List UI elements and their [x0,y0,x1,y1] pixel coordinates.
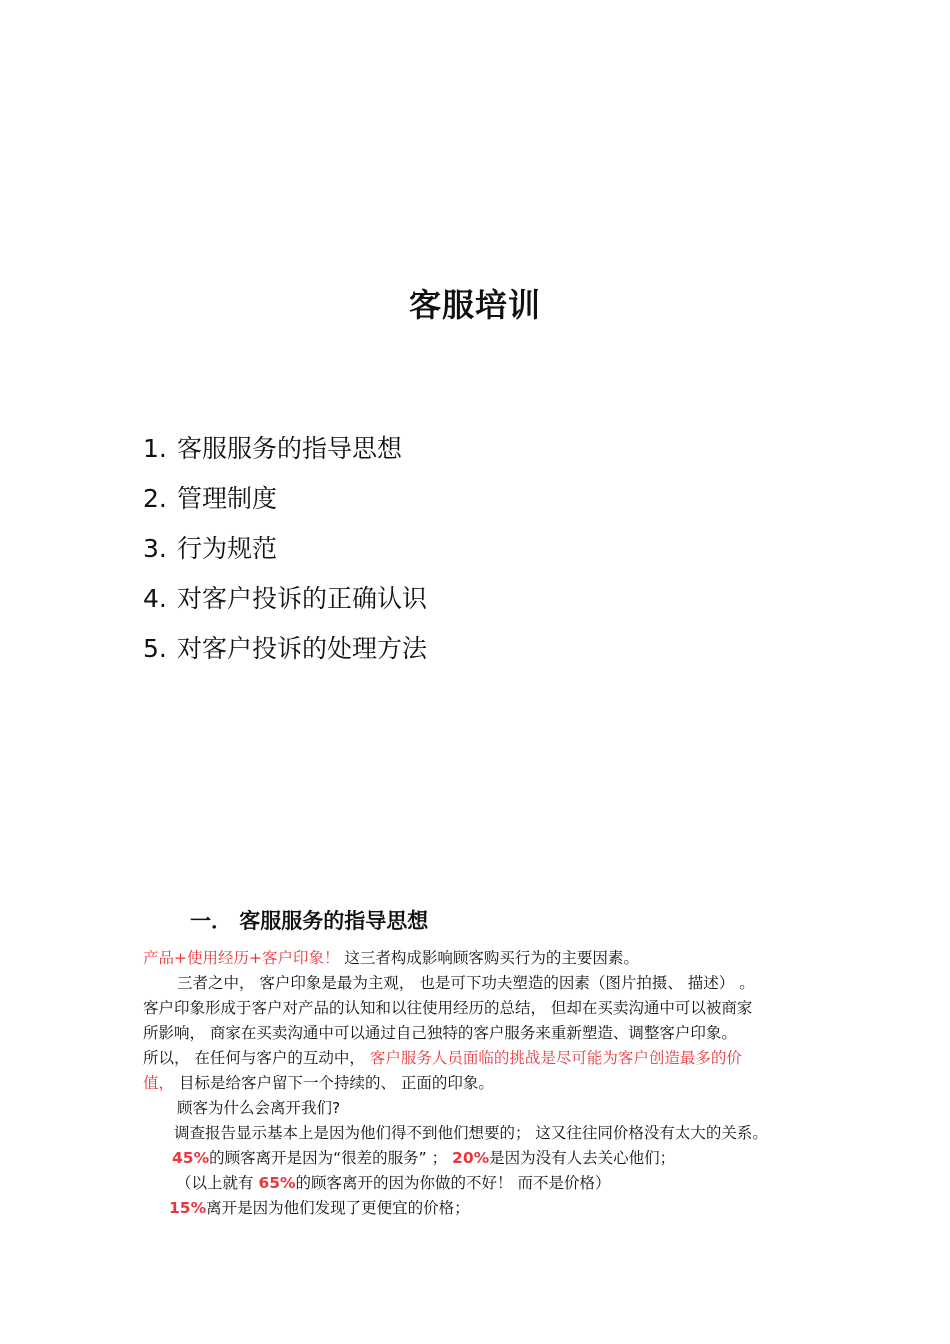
body-text: 的顾客离开是因为“很差的服务” ； [209,1149,453,1167]
paragraph-line [143,1071,823,1096]
body-text: （以上就有 [176,1174,259,1192]
paragraph-line [143,1021,823,1046]
question-text: 顾客为什么会离开我们? [177,1099,341,1117]
toc-item-number: 5. [143,634,167,663]
stat-percent: 15% [169,1199,207,1217]
table-of-contents [143,428,427,678]
body-text: 所影响， 商家在买卖沟通中可以通过自己独特的客户服务来重新塑造、调整客户印象。 [143,1024,737,1042]
toc-item-number: 4. [143,584,167,613]
toc-item-number: 1. [143,434,167,463]
paragraph-line [143,971,823,996]
stat-percent: 20% [452,1149,490,1167]
body-text: 调查报告显示基本上是因为他们得不到他们想要的； 这又往往同价格没有太大的关系。 [174,1124,768,1142]
body-text: 这三者构成影响顾客购买行为的主要因素。 [339,949,639,967]
toc-item [143,428,427,478]
paragraph-line [143,1196,823,1221]
paragraph-line [143,1171,823,1196]
toc-item [143,628,427,678]
highlight-text: 值， [143,1074,175,1092]
highlight-text: 客户服务人员面临的挑战是尽可能为客户创造最多的价 [369,1049,742,1067]
body-text: 的顾客离开的因为你做的不好！ 而不是价格） [295,1174,611,1192]
body-text: 所以， 在任何与客户的互动中， [143,1049,370,1067]
paragraph-line [143,996,823,1021]
stat-percent: 45% [172,1149,210,1167]
toc-item-label: 行为规范 [177,534,278,563]
stat-percent: 65% [258,1174,296,1192]
toc-item [143,578,427,628]
body-text: 客户印象形成于客户对产品的认知和以往使用经历的总结， 但却在买卖沟通中可以被商家 [143,999,753,1017]
document-title: 客服培训 [408,286,541,324]
highlight-text: 产品+使用经历+客户印象！ [143,949,340,967]
paragraph-line [143,1121,823,1146]
section-heading: 一． 客服服务的指导思想 [190,909,429,933]
toc-item-label: 客服服务的指导思想 [177,434,403,463]
toc-item-number: 2. [143,484,167,513]
toc-item-label: 对客户投诉的处理方法 [177,634,428,663]
toc-item-label: 对客户投诉的正确认识 [177,584,428,613]
body-text: 是因为没有人去关心他们； [489,1149,676,1167]
section-body [143,946,823,1221]
body-text: 离开是因为他们发现了更便宜的价格； [206,1199,470,1217]
toc-item [143,478,427,528]
toc-item-number: 3. [143,534,167,563]
paragraph-line [143,1096,823,1121]
toc-item-label: 管理制度 [177,484,278,513]
paragraph-line [143,1046,823,1071]
toc-item [143,528,427,578]
body-text: 三者之中， 客户印象是最为主观， 也是可下功夫塑造的因素（图片拍摄、 描述） 。 [177,974,755,992]
paragraph-line [143,1146,823,1171]
body-text: 目标是给客户留下一个持续的、 正面的印象。 [174,1074,494,1092]
paragraph-line [143,946,823,971]
